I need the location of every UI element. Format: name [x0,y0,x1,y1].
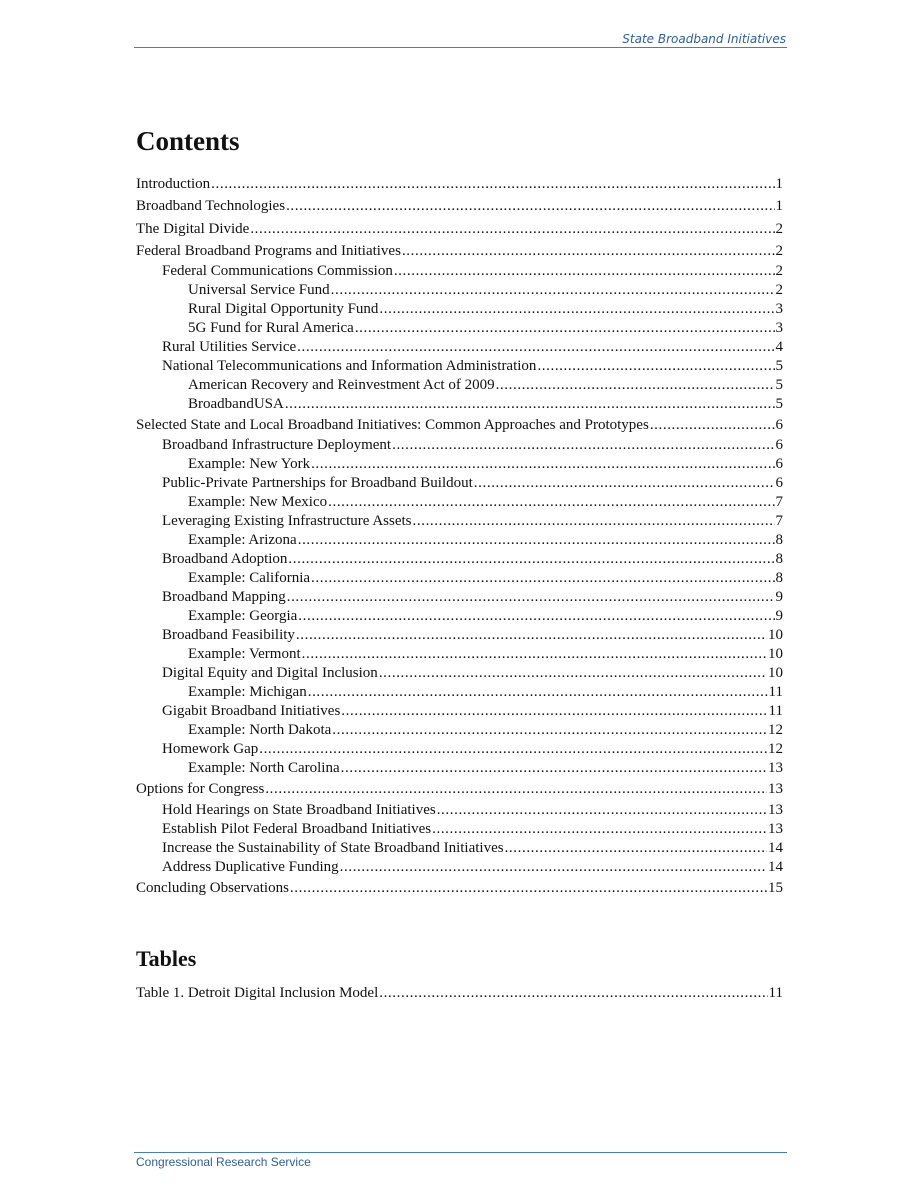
dot-leader [298,607,774,626]
toc-entry[interactable] [136,338,783,357]
header-rule [134,47,787,48]
toc-entry[interactable] [136,588,783,607]
toc-entry-page: 2 [775,220,783,237]
dot-leader [341,759,767,778]
toc-entry[interactable] [136,877,783,899]
toc-entry[interactable] [136,474,783,493]
toc-entry[interactable] [136,721,783,740]
toc-entry-page: 5 [775,377,783,394]
toc-entry-title: Selected State and Local Broadband Initiatives: Common Approaches and Prototypes [136,417,649,434]
toc-entry[interactable] [136,645,783,664]
toc-entry-title: American Recovery and Reinvestment Act of 2009 [188,377,495,394]
dot-leader [290,877,767,899]
toc-entry-title: Example: California [188,570,311,587]
toc-entry-page: 11 [768,684,783,701]
toc-entry-title: Broadband Mapping [162,589,286,606]
toc-entry[interactable] [136,319,783,338]
toc-entry[interactable] [136,801,783,820]
dot-leader [394,262,775,281]
toc-entry-title: Homework Gap [162,741,259,758]
toc-entry-page: 13 [768,801,783,818]
toc-entry[interactable] [136,858,783,877]
toc-entry[interactable] [136,455,783,474]
toc-entry-title: Example: New Mexico [188,494,328,511]
dot-leader [308,683,768,702]
toc-entry-title: Introduction [136,176,211,192]
toc-entry[interactable] [136,300,783,319]
toc-entry[interactable] [136,607,783,626]
toc-entry-title: Table 1. Detroit Digital Inclusion Model [136,985,379,1001]
toc-entry-title: Broadband Infrastructure Deployment [162,437,392,454]
dot-leader [650,414,775,436]
dot-leader [379,982,767,1004]
toc-entry-page: 9 [775,589,783,606]
dot-leader [288,550,774,569]
dot-leader [496,376,775,395]
toc-entry-title: Broadband Technologies [136,198,286,215]
contents-heading: Contents [136,126,240,156]
toc-entry-page: 6 [775,475,783,492]
dot-leader [379,300,774,319]
toc-entry[interactable] [136,281,783,300]
toc-entry-title: Leveraging Existing Infrastructure Assets [162,513,412,530]
toc-entry-title: Rural Digital Opportunity Fund [188,301,379,318]
toc-entry[interactable] [136,436,783,455]
toc-entry[interactable] [136,240,783,262]
dot-leader [259,740,767,759]
toc-entry-page: 11 [768,703,783,720]
toc-entry-page: 1 [775,176,783,192]
dot-leader [505,839,767,858]
toc-entry-title: Digital Equity and Digital Inclusion [162,665,378,682]
toc-entry-title: Public-Private Partnerships for Broadband Buildout [162,475,473,492]
toc-entry-page: 8 [775,532,783,549]
toc-entry-page: 13 [768,781,783,798]
dot-leader [379,664,767,683]
toc-entry-page: 10 [768,646,783,663]
dot-leader [474,474,775,493]
dot-leader [355,319,775,338]
tables-list [136,982,783,1004]
toc-entry-title: Federal Communications Commission [162,263,393,280]
toc-entry-page: 2 [775,282,783,299]
dot-leader [296,626,767,645]
toc-entry-page: 8 [775,570,783,587]
dot-leader [311,569,774,588]
toc-entry[interactable] [136,839,783,858]
toc-entry[interactable] [136,740,783,759]
toc-entry-page: 4 [775,339,783,356]
toc-entry-page: 10 [768,627,783,644]
toc-entry[interactable] [136,683,783,702]
toc-entry-title: 5G Fund for Rural America [188,320,354,337]
toc-entry-title: Increase the Sustainability of State Broadband Initiatives [162,839,504,856]
toc-entry-page: 3 [775,320,783,337]
toc-entry-page: 7 [775,494,783,511]
dot-leader [340,858,767,877]
dot-leader [402,240,775,262]
toc-entry-page: 15 [768,879,783,896]
dot-leader [437,801,767,820]
contents-list [136,173,783,899]
dot-leader [287,588,775,607]
toc-entry-title: Concluding Observations [136,879,289,896]
toc-entry-title: BroadbandUSA [188,396,284,413]
toc-entry-title: Broadband Feasibility [162,627,295,644]
toc-entry-title: Example: Vermont [188,646,301,663]
toc-entry-title: Hold Hearings on State Broadband Initiatives [162,801,436,818]
toc-entry-page: 5 [775,358,783,375]
toc-entry-page: 12 [768,741,783,758]
footer-publisher: Congressional Research Service [136,1155,311,1169]
toc-entry-title: Address Duplicative Funding [162,858,339,875]
toc-entry-page: 6 [775,456,783,473]
toc-entry[interactable] [136,376,783,395]
dot-leader [211,173,774,195]
toc-entry[interactable] [136,626,783,645]
toc-entry[interactable] [136,414,783,436]
dot-leader [432,820,767,839]
dot-leader [311,455,774,474]
dot-leader [298,531,775,550]
toc-entry-page: 5 [775,396,783,413]
toc-entry-page: 14 [768,858,783,875]
dot-leader [341,702,767,721]
toc-entry-title: Broadband Adoption [162,551,288,568]
toc-entry-title: Rural Utilities Service [162,339,297,356]
toc-entry-title: Example: Georgia [188,608,298,625]
dot-leader [286,195,774,217]
toc-entry[interactable] [136,357,783,376]
toc-entry[interactable] [136,493,783,512]
dot-leader [285,395,775,414]
toc-entry-page: 2 [775,263,783,280]
toc-entry-page: 12 [768,722,783,739]
footer-rule [134,1152,787,1153]
tables-heading: Tables [136,946,197,971]
toc-entry-page: 10 [768,665,783,682]
dot-leader [297,338,774,357]
toc-entry-title: Example: Arizona [188,532,297,549]
toc-entry-title: Example: Michigan [188,684,307,701]
toc-entry-title: Gigabit Broadband Initiatives [162,703,341,720]
dot-leader [332,721,767,740]
dot-leader [537,357,774,376]
dot-leader [392,436,774,455]
toc-entry[interactable] [136,982,783,1004]
toc-entry-title: Example: North Dakota [188,722,332,739]
toc-entry-title: Federal Broadband Programs and Initiatives [136,242,401,259]
toc-entry[interactable] [136,550,783,569]
toc-entry-title: Example: New York [188,456,311,473]
toc-entry[interactable] [136,512,783,531]
toc-entry-title: The Digital Divide [136,220,250,237]
toc-entry-page: 7 [775,513,783,530]
dot-leader [265,778,767,800]
toc-entry-page: 6 [775,437,783,454]
toc-entry[interactable] [136,173,783,195]
toc-entry-title: Options for Congress [136,781,265,798]
toc-entry[interactable] [136,395,783,414]
toc-entry[interactable] [136,759,783,778]
toc-entry[interactable] [136,820,783,839]
toc-entry[interactable] [136,195,783,217]
toc-entry-title: Example: North Carolina [188,760,340,777]
toc-entry-page: 14 [768,839,783,856]
toc-entry-page: 8 [775,551,783,568]
toc-entry-page: 13 [768,760,783,777]
dot-leader [328,493,774,512]
toc-entry[interactable] [136,702,783,721]
toc-entry[interactable] [136,218,783,240]
toc-entry[interactable] [136,531,783,550]
dot-leader [413,512,775,531]
toc-entry-page: 3 [775,301,783,318]
toc-entry-page: 6 [775,417,783,434]
toc-entry[interactable] [136,664,783,683]
dot-leader [331,281,775,300]
toc-entry[interactable] [136,778,783,800]
toc-entry-title: National Telecommunications and Information Administration [162,358,537,375]
dot-leader [302,645,767,664]
running-head: State Broadband Initiatives [622,32,786,46]
toc-entry-page: 9 [775,608,783,625]
toc-entry-title: Establish Pilot Federal Broadband Initiatives [162,820,432,837]
toc-entry-title: Universal Service Fund [188,282,330,299]
toc-entry[interactable] [136,569,783,588]
toc-entry[interactable] [136,262,783,281]
toc-entry-page: 13 [768,820,783,837]
toc-entry-page: 11 [768,985,783,1001]
toc-entry-page: 1 [775,198,783,215]
toc-entry-page: 2 [775,242,783,259]
dot-leader [250,218,774,240]
